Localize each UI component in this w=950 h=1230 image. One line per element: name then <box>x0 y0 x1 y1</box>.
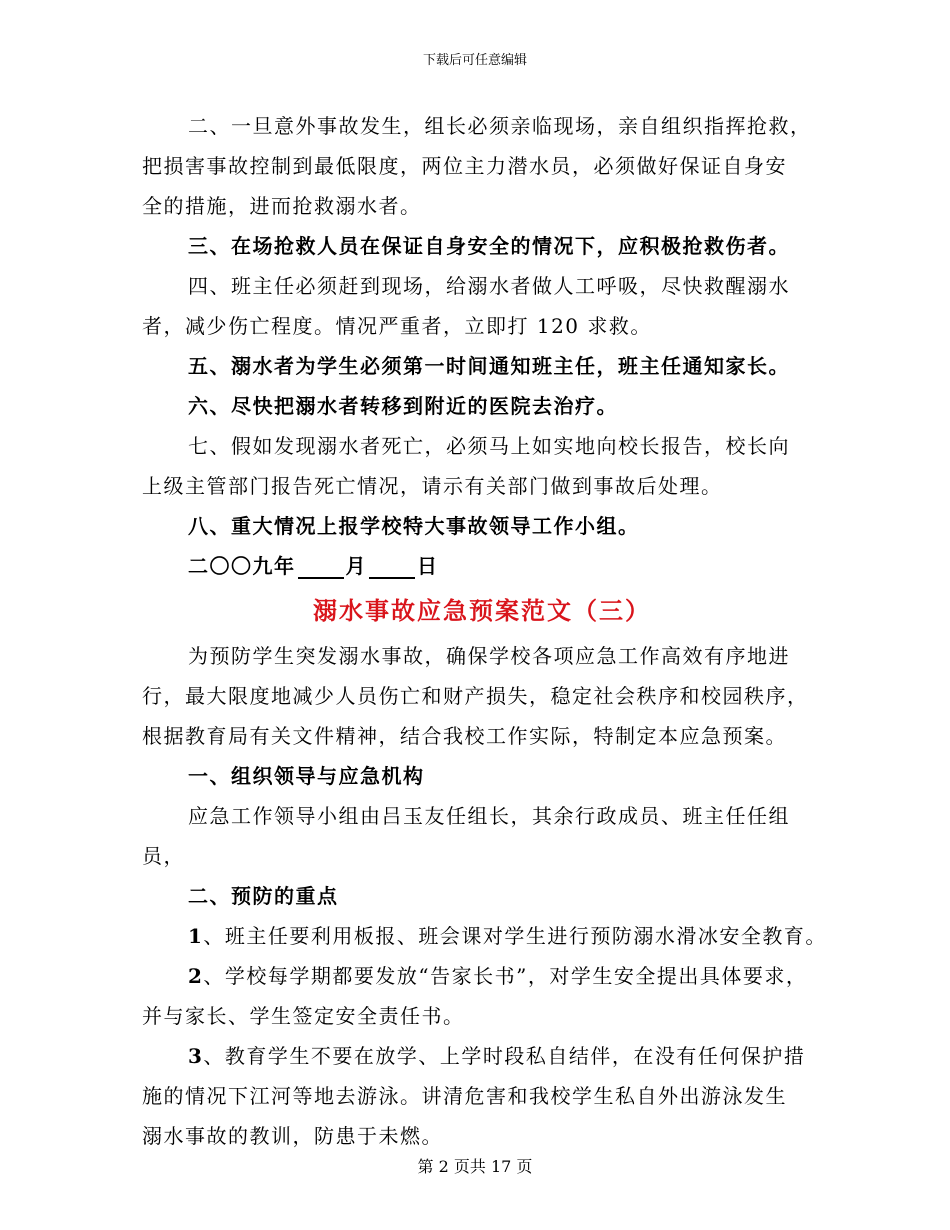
item-2-number: 2 <box>188 964 204 988</box>
date-year: 二〇〇九年 <box>188 554 296 578</box>
page-header: 下载后可任意编辑 <box>422 53 527 68</box>
date-day: 日 <box>417 554 439 578</box>
organization-line-1: 应急工作领导小组由吕玉友任组长，其余行政成员、班主任任组 <box>188 804 790 828</box>
paragraph-3: 三、在场抢救人员在保证自身安全的情况下，应积极抢救伤者。 <box>188 234 790 258</box>
date-line <box>142 546 822 586</box>
paragraph-7-line-2: 上级主管部门报告死亡情况，请示有关部门做到事故后处理。 <box>142 474 723 498</box>
paragraph-8: 八、重大情况上报学校特大事故领导工作小组。 <box>188 514 640 538</box>
intro-line-1: 为预防学生突发溺水事故，确保学校各项应急工作高效有序地进 <box>188 644 790 668</box>
prevention-item-2-line-2: 并与家长、学生签定安全责任书。 <box>142 1004 465 1028</box>
item-3-number: 3 <box>188 1044 204 1068</box>
month-blank <box>298 555 344 579</box>
intro-line-3: 根据教育局有关文件精神，结合我校工作实际，特制定本应急预案。 <box>142 724 787 748</box>
intro-line-2: 行，最大限度地减少人员伤亡和财产损失，稳定社会秩序和校园秩序， <box>142 684 809 708</box>
prevention-item-3-line-2: 施的情况下江河等地去游泳。讲清危害和我校学生私自外出游泳发生 <box>142 1084 787 1108</box>
paragraph-5: 五、溺水者为学生必须第一时间通知班主任，班主任通知家长。 <box>188 354 790 378</box>
date-month: 月 <box>345 554 367 578</box>
paragraph-4-line-2: 者，减少伤亡程度。情况严重者，立即打 120 求救。 <box>142 314 652 338</box>
prevention-item-2-line-1 <box>142 956 822 996</box>
prevention-item-1 <box>142 916 827 956</box>
item-2-text: 、学校每学期都要发放“告家长书”，对学生安全提出具体要求， <box>203 964 808 988</box>
heading-organization: 一、组织领导与应急机构 <box>188 764 425 788</box>
organization-line-2: 员， <box>142 844 185 868</box>
paragraph-7-line-1: 七、假如发现溺水者死亡，必须马上如实地向校长报告，校长向 <box>188 434 790 458</box>
day-blank <box>369 555 415 579</box>
item-3-text: 、教育学生不要在放学、上学时段私自结伴，在没有任何保护措 <box>203 1044 806 1068</box>
prevention-item-3-line-1 <box>142 1036 822 1076</box>
section-title: 溺水事故应急预案范文（三） <box>313 596 651 625</box>
paragraph-2-line-3: 全的措施，进而抢救溺水者。 <box>142 194 422 218</box>
item-1-number: 1 <box>188 924 204 948</box>
page-footer: 第 2 页共 17 页 <box>417 1157 533 1176</box>
item-1-text: 、班主任要利用板报、班会课对学生进行预防溺水滑冰安全教育。 <box>203 924 827 948</box>
paragraph-2-line-1: 二、一旦意外事故发生，组长必须亲临现场，亲自组织指挥抢救， <box>188 114 812 138</box>
paragraph-2-line-2: 把损害事故控制到最低限度，两位主力潜水员，必须做好保证自身安 <box>142 154 787 178</box>
paragraph-4-line-1: 四、班主任必须赶到现场，给溺水者做人工呼吸，尽快救醒溺水 <box>188 274 790 298</box>
heading-prevention: 二、预防的重点 <box>188 884 339 908</box>
paragraph-6: 六、尽快把溺水者转移到附近的医院去治疗。 <box>188 394 618 418</box>
prevention-item-3-line-3: 溺水事故的教训，防患于未燃。 <box>142 1124 443 1148</box>
document-body <box>142 106 827 1156</box>
